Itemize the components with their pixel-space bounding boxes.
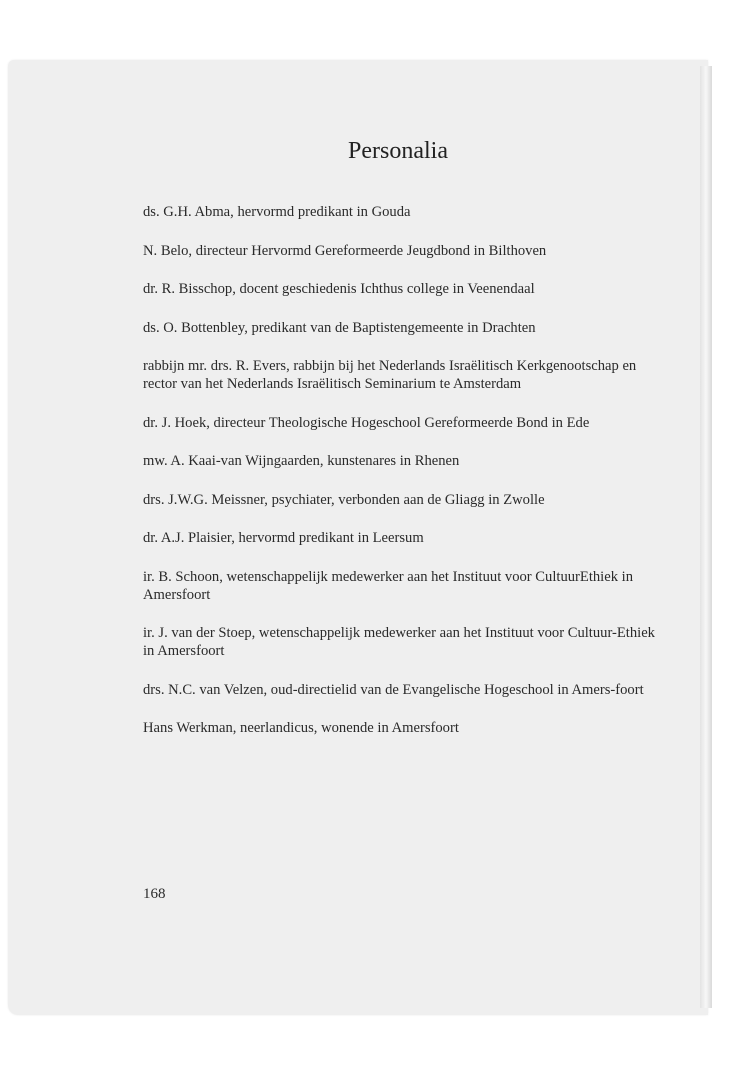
personalia-entry-kaai: mw. A. Kaai-van Wijngaarden, kunstenares in Rhenen — [143, 453, 460, 469]
page-title: Personalia — [348, 138, 448, 164]
personalia-entry-abma: ds. G.H. Abma, hervormd predikant in Gouda — [143, 204, 411, 220]
personalia-entry-belo: N. Belo, directeur Hervormd Gereformeerde Jeugdbond in Bilthoven — [143, 242, 547, 259]
personalia-entry-evers: rabbijn mr. drs. R. Evers, rabbijn bij het Nederlands Israëlitisch Kerkgenootschap en rector van het Nederlands Israëlitisch Seminarium te Amsterdam — [143, 358, 637, 392]
book-spine-edge — [700, 66, 712, 1008]
personalia-entry-bisschop: dr. R. Bisschop, docent geschiedenis Ichthus college in Veenendaal — [143, 281, 535, 297]
personalia-list — [143, 203, 658, 758]
personalia-entry-meissner: drs. J.W.G. Meissner, psychiater, verbonden aan de Gliagg in Zwolle — [143, 491, 545, 508]
personalia-entry-schoon: ir. B. Schoon, wetenschappelijk medewerker aan het Instituut voor CultuurEthiek in Amersfoort — [143, 568, 633, 603]
personalia-entry-hoek: dr. J. Hoek, directeur Theologische Hogeschool Gereformeerde Bond in Ede — [143, 414, 590, 431]
personalia-entry-van-velzen: drs. N.C. van Velzen, oud-directielid van de Evangelische Hogeschool in Amers-foort — [143, 681, 644, 698]
page-number: 168 — [143, 886, 166, 902]
personalia-entry-van-der-stoep: ir. J. van der Stoep, wetenschappelijk medewerker aan het Instituut voor Cultuur-Ethiek in Amersfoort — [143, 625, 655, 659]
personalia-entry-werkman: Hans Werkman, neerlandicus, wonende in Amersfoort — [143, 720, 459, 736]
personalia-entry-plaisier: dr. A.J. Plaisier, hervormd predikant in Leersum — [143, 530, 424, 546]
personalia-entry-bottenbley: ds. O. Bottenbley, predikant van de Baptistengemeente in Drachten — [143, 319, 536, 336]
